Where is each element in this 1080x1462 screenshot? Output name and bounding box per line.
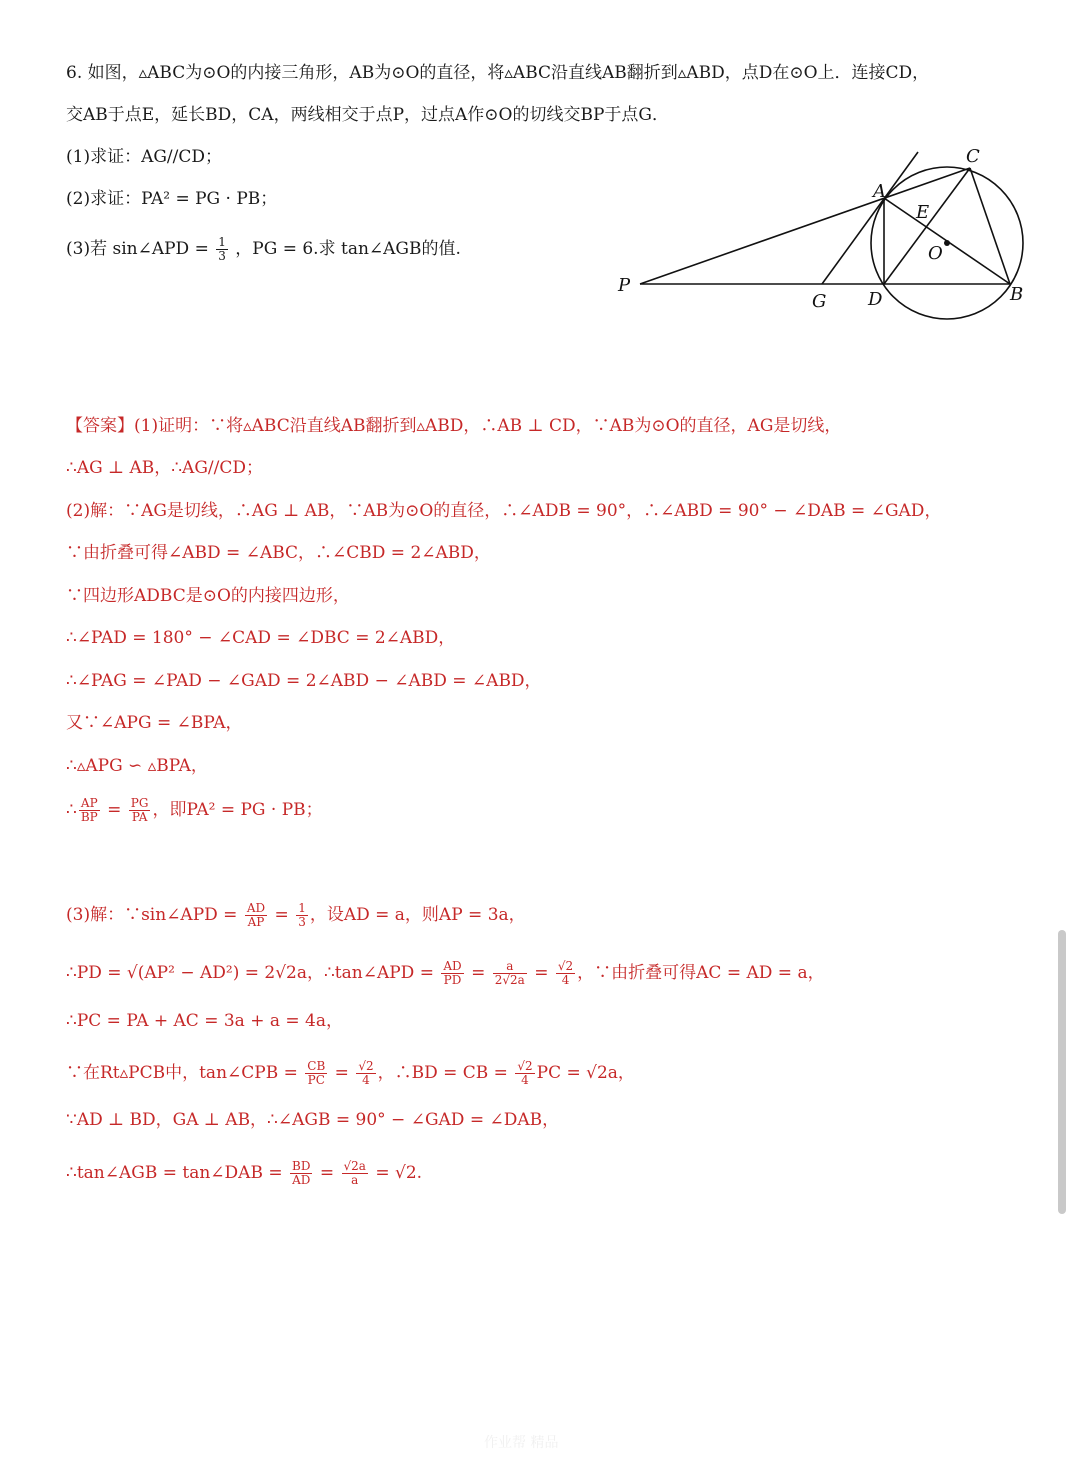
text-segment: (3)解：∵sin∠APD = — [66, 905, 238, 925]
label-a: A — [873, 181, 886, 202]
text-segment: = — [274, 905, 289, 925]
label-g: G — [812, 291, 827, 312]
text-segment: ，设AD = a，则AP = 3a， — [309, 905, 526, 925]
problem-line-2: 交AB于点E，延长BD，CA，两线相交于点P，过点A作⊙O的切线交BP于点G． — [66, 105, 669, 125]
fraction — [216, 236, 228, 263]
numerator: AD — [246, 901, 266, 915]
text-segment: PC = √2a， — [536, 1063, 635, 1083]
center-dot — [944, 240, 950, 246]
watermark: 作业帮 精品 — [484, 1435, 559, 1451]
numerator: a — [493, 960, 527, 974]
answer-line-10 — [66, 797, 323, 824]
answer-line-9: ∴▵APG ∽ ▵BPA， — [66, 756, 208, 776]
answer-line-4: ∵由折叠可得∠ABD = ∠ABC，∴∠CBD = 2∠ABD， — [66, 543, 491, 563]
answer-line-6: ∴∠PAD = 180° − ∠CAD = ∠DBC = 2∠ABD， — [66, 628, 456, 648]
denominator: BP — [80, 810, 98, 824]
text-segment: = √2. — [375, 1163, 423, 1183]
fraction — [556, 960, 575, 987]
problem-part-1: (1)求证：AG//CD； — [66, 147, 223, 167]
fraction — [290, 1160, 312, 1187]
denominator: PA — [131, 810, 148, 824]
text-segment: ∴PD = √(AP² − AD²) = 2√2a，∴tan∠APD = — [66, 963, 434, 983]
denominator: 4 — [561, 973, 570, 987]
numerator: AP — [79, 797, 100, 811]
answer-line-13: ∴PC = PA + AC = 3a + a = 4a， — [66, 1011, 343, 1031]
denominator: 3 — [218, 249, 226, 263]
text-segment: = — [471, 963, 486, 983]
fraction — [305, 1060, 327, 1087]
text-segment: ，∴BD = CB = — [377, 1063, 508, 1083]
text-segment: = — [534, 963, 549, 983]
fraction — [296, 902, 308, 929]
label-b: B — [1010, 284, 1024, 305]
part3-suffix: ，PG = 6.求 tan∠AGB的值. — [235, 239, 461, 259]
text-segment: ∴tan∠AGB = tan∠DAB = — [66, 1163, 283, 1183]
tangent-line-ag — [822, 152, 918, 284]
denominator: 4 — [362, 1073, 370, 1087]
label-o: O — [928, 243, 943, 264]
text-segment: = — [319, 1163, 335, 1183]
answer-line-7: ∴∠PAG = ∠PAD − ∠GAD = 2∠ABD − ∠ABD = ∠ABD， — [66, 671, 542, 691]
answer-line-12 — [66, 960, 825, 987]
segment-cb — [970, 168, 1010, 284]
denominator: PD — [443, 973, 462, 987]
numerator: √2 — [517, 1059, 533, 1073]
fraction — [342, 1160, 368, 1187]
text-segment: = — [334, 1063, 349, 1083]
answer-line-14 — [66, 1060, 635, 1087]
fraction — [515, 1060, 534, 1087]
denominator: PC — [307, 1073, 325, 1087]
text-segment: ∵在Rt▵PCB中，tan∠CPB = — [66, 1063, 298, 1083]
line-pc — [640, 168, 970, 284]
text-segment: ∴ — [66, 800, 77, 820]
denominator: 2√2a — [494, 973, 525, 987]
numerator: 1 — [218, 235, 226, 249]
label-p: P — [618, 275, 631, 296]
denominator: AD — [292, 1173, 311, 1187]
numerator: 1 — [298, 901, 306, 915]
denominator: AP — [247, 915, 265, 929]
problem-line-1: 6. 如图，▵ABC为⊙O的内接三角形，AB为⊙O的直径，将▵ABC沿直线AB翻折到▵ABD，点D在⊙O上．连接CD， — [66, 63, 930, 83]
label-e: E — [916, 202, 930, 223]
fraction — [245, 902, 267, 929]
numerator: CB — [307, 1059, 326, 1073]
geometry-diagram — [600, 140, 1040, 325]
fraction — [129, 797, 151, 824]
label-d: D — [868, 289, 883, 310]
problem-part-2: (2)求证：PA² = PG · PB； — [66, 189, 278, 209]
numerator: PG — [130, 796, 149, 810]
denominator: a — [351, 1173, 359, 1187]
text-segment: ，即PA² = PG · PB； — [152, 800, 323, 820]
answer-line-15: ∵AD ⊥ BD，GA ⊥ AB，∴∠AGB = 90° − ∠GAD = ∠DAB， — [66, 1110, 560, 1130]
fraction — [493, 960, 527, 987]
numerator: AD — [443, 959, 462, 973]
part3-prefix: (3)若 sin∠APD = — [66, 239, 209, 259]
scrollbar[interactable] — [1058, 930, 1066, 1214]
numerator: √2 — [557, 959, 574, 973]
fraction — [356, 1060, 375, 1087]
fraction — [441, 960, 463, 987]
answer-line-1: 【答案】(1)证明：∵将▵ABC沿直线AB翻折到▵ABD，∴AB ⊥ CD，∵AB为⊙O的直径，AG是切线， — [66, 416, 842, 436]
text-segment: ，∵由折叠可得AC = AD = a， — [577, 963, 825, 983]
numerator: √2 — [358, 1059, 374, 1073]
answer-line-16 — [66, 1160, 422, 1187]
answer-line-3: (2)解：∵AG是切线，∴AG ⊥ AB，∵AB为⊙O的直径，∴∠ADB = 90°，∴∠ABD = 90° − ∠DAB = ∠GAD， — [66, 501, 942, 521]
label-c: C — [966, 146, 980, 167]
numerator: BD — [292, 1159, 311, 1173]
answer-line-8: 又∵∠APG = ∠BPA， — [66, 713, 243, 733]
text-segment: = — [107, 800, 122, 820]
denominator: 3 — [298, 915, 306, 929]
numerator: √2a — [343, 1159, 366, 1173]
answer-line-2: ∴AG ⊥ AB，∴AG//CD； — [66, 458, 264, 478]
problem-part-3 — [66, 236, 461, 263]
answer-line-11 — [66, 902, 526, 929]
fraction — [79, 797, 100, 824]
answer-line-5: ∵四边形ADBC是⊙O的内接四边形， — [66, 586, 350, 606]
denominator: 4 — [521, 1073, 529, 1087]
